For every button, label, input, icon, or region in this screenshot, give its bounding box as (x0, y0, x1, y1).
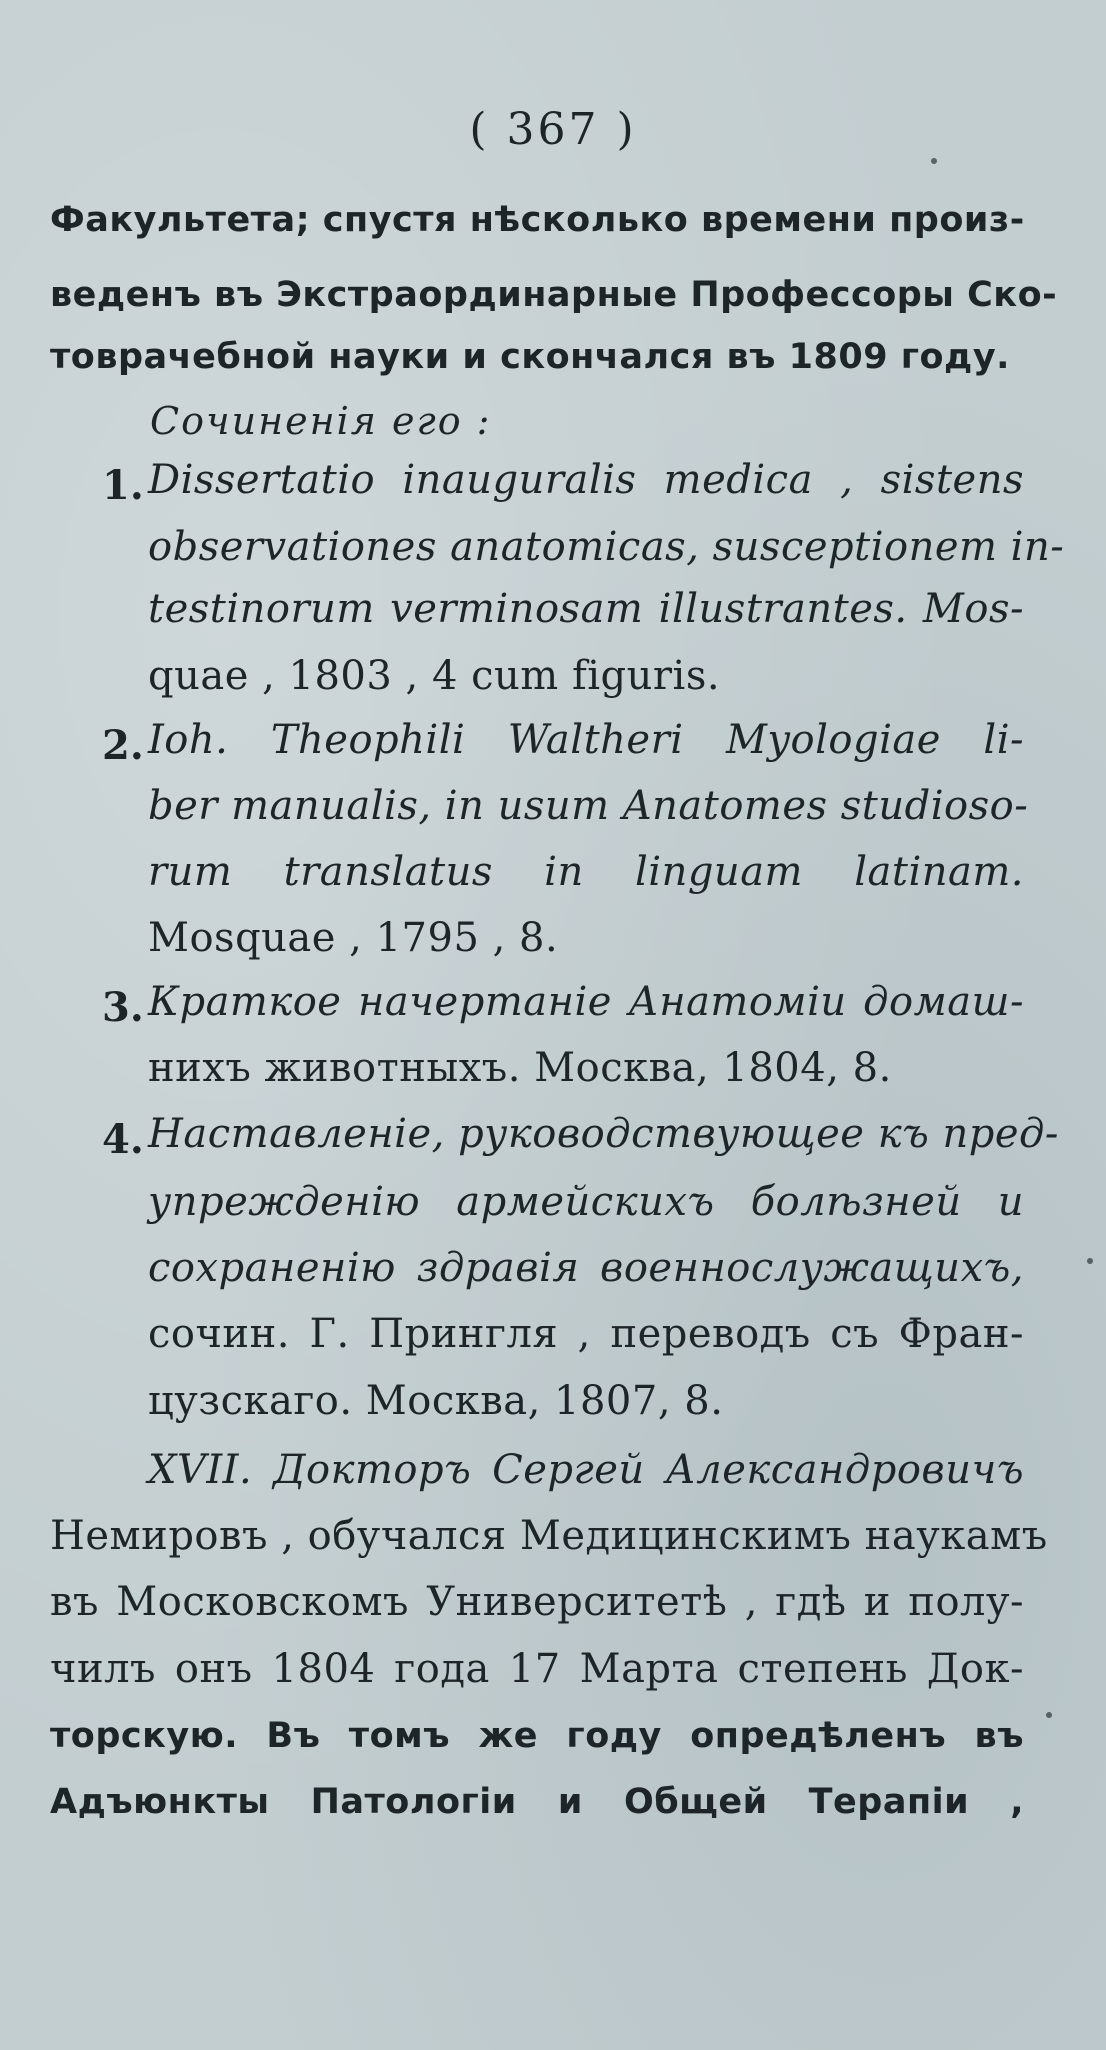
section-line-2: Немировъ , обучался Медицинскимъ наукамъ (50, 1513, 1048, 1559)
work-4-number: 4. (102, 1116, 144, 1163)
works-heading: Сочиненія его : (150, 399, 492, 443)
section-line-3: въ Московскомъ Университетѣ , гдѣ и полу- (50, 1579, 1024, 1625)
work-1-line-1: Dissertatio inauguralis medica , sistens (148, 457, 1024, 503)
work-1-number: 1. (102, 462, 144, 509)
work-3-line-1: Краткое начертаніе Анатоміи домаш- (148, 979, 1024, 1025)
section-line-4: чилъ онъ 1804 года 17 Марта степень Док- (50, 1646, 1024, 1692)
work-2-number: 2. (102, 722, 144, 769)
work-4-line-5: цузскаго. Москва, 1807, 8. (148, 1378, 724, 1424)
work-2-line-1: Ioh. Theophili Waltheri Myologiae li- (148, 717, 1024, 763)
intro-line-1: Факультета; спустя нѣсколько времени произ- (50, 200, 1025, 240)
work-1-line-2: observationes anatomicas, susceptionem in- (148, 524, 1065, 570)
work-4-line-2: упрежденію армейскихъ болѣзней и (148, 1179, 1024, 1225)
paper-speck (1046, 1712, 1052, 1718)
work-1-line-3: testinorum verminosam illustrantes. Mos- (148, 586, 1024, 632)
work-3-line-2: нихъ животныхъ. Москва, 1804, 8. (148, 1045, 892, 1091)
work-4-line-1: Наставленіе, руководствующее къ пред- (148, 1111, 1059, 1157)
work-1-line-4: quae , 1803 , 4 cum figuris. (148, 653, 721, 699)
work-2-line-4: Mosquae , 1795 , 8. (148, 915, 559, 961)
work-3-number: 3. (102, 984, 144, 1031)
section-line-5: торскую. Въ томъ же году опредѣленъ въ (50, 1716, 1024, 1756)
paper-speck (931, 158, 937, 164)
work-4-line-4: сочин. Г. Прингля , переводъ съ Фран- (148, 1311, 1024, 1357)
paper-speck (1087, 1258, 1093, 1264)
page-number: ( 367 ) (469, 104, 637, 155)
section-line-6: Адъюнкты Патологіи и Общей Терапіи , (50, 1782, 1024, 1822)
work-4-line-3: сохраненію здравія военнослужащихъ, (148, 1245, 1024, 1291)
work-2-line-3: rum translatus in linguam latinam. (148, 849, 1024, 895)
work-2-line-2: ber manualis, in usum Anatomes studioso- (148, 783, 1029, 829)
intro-line-3: товрачебной науки и скончался въ 1809 году. (50, 337, 1010, 377)
section-line-1: XVII. Докторъ Сергей Александровичъ (148, 1447, 1024, 1493)
intro-line-2: веденъ въ Экстраординарные Профессоры Ско- (50, 275, 1058, 315)
